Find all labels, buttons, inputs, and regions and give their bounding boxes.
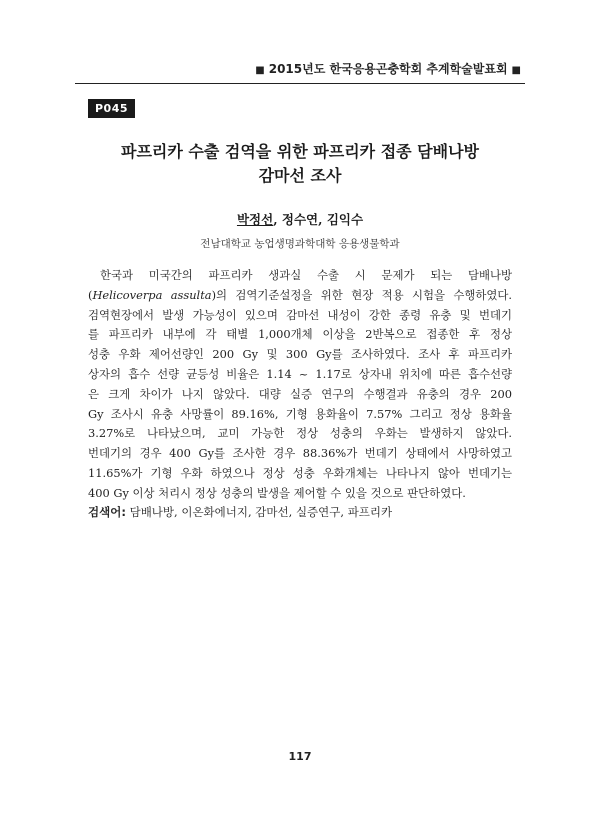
author-list [80, 210, 520, 228]
abstract-line: Gy 조사시 유충 사망률이 89.16%, 기형 용화율이 7.57% 그리고 정상 용화율 [88, 406, 512, 421]
keywords [88, 504, 512, 520]
running-header [75, 60, 525, 84]
paper-title [80, 140, 520, 188]
species-name: Helicoverpa assulta [92, 287, 212, 302]
abstract-line: 3.27%로 나타났으며, 교미 가능한 정상 성충의 우화는 발생하지 않았다. [88, 426, 512, 441]
title-line-1: 파프리카 수출 검역을 위한 파프리카 접종 담배나방 [121, 142, 479, 161]
title-line-2: 감마선 조사 [258, 166, 342, 185]
abstract-line: 은 크게 차이가 나지 않았다. 대량 실증 연구의 수행결과 유충의 경우 200 [88, 386, 512, 401]
keywords-label: 검색어: [88, 505, 126, 519]
presenting-author: 박정선 [236, 212, 274, 227]
abstract-line: (Helicoverpa assulta)의 검역기준설정을 위한 현장 적용 시험을 수행하였다. [88, 287, 512, 302]
abstract-line: 상자의 흡수 선량 균등성 비율은 1.14 ~ 1.17로 상자내 위치에 따른 흡수선량 [88, 366, 512, 381]
affiliation: 전남대학교 농업생명과학대학 응용생물학과 [200, 238, 400, 250]
page-number: 117 [288, 750, 312, 763]
co-authors: , 정수연, 김익수 [273, 212, 364, 227]
abstract-line: 를 파프리카 내부에 각 태별 1,000개체 이상을 2반복으로 접종한 후 정상 [88, 327, 512, 342]
abstract-line: 11.65%가 기형 우화 하였으나 정상 성충 우화개체는 나타나지 않아 번데기는 [88, 465, 512, 480]
abstract-line: 400 Gy 이상 처리시 정상 성충의 발생을 제어할 수 있을 것으로 판단하였다. [88, 485, 466, 500]
abstract-body [88, 266, 512, 504]
abstract-line: 성충 우화 제어선량인 200 Gy 및 300 Gy를 조사하였다. 조사 후 파프리카 [88, 347, 512, 362]
square-bullet-icon: ■ [511, 65, 521, 76]
poster-id-badge: P045 [88, 99, 135, 118]
conference-title: 2015년도 한국응용곤충학회 추계학술발표회 [268, 62, 508, 76]
abstract-line: 검역현장에서 발생 가능성이 있으며 감마선 내성이 강한 종령 유충 및 번데기 [88, 307, 512, 322]
abstract-line: 번데기의 경우 400 Gy를 조사한 경우 88.36%가 번데기 상태에서 사망하였고 [88, 446, 512, 461]
keywords-list: 담배나방, 이온화에너지, 감마선, 실증연구, 파프리카 [129, 505, 393, 519]
abstract-line: 한국과 미국간의 파프리카 생과실 수출 시 문제가 되는 담배나방 [100, 268, 512, 282]
square-bullet-icon: ■ [255, 65, 265, 76]
